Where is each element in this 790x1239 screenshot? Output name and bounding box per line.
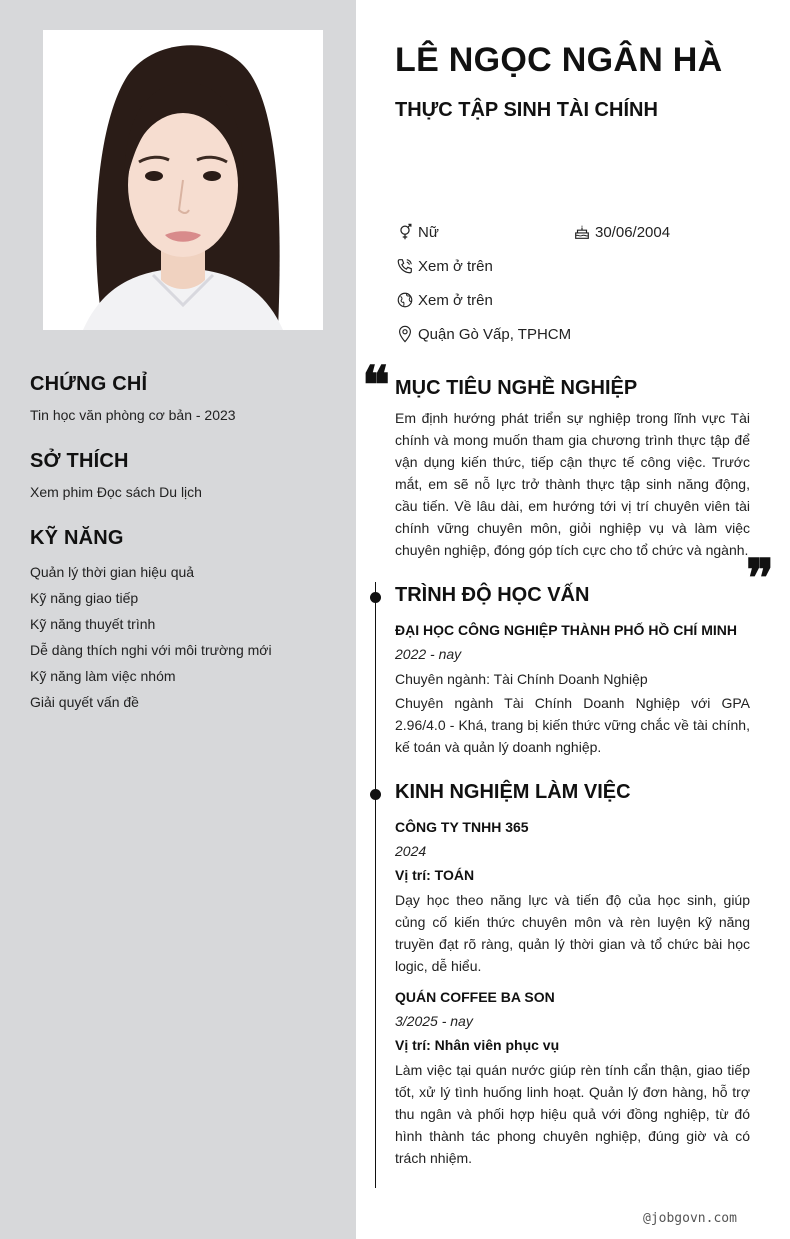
school-name: ĐẠI HỌC CÔNG NGHIỆP THÀNH PHỐ HỒ CHÍ MINH [395, 622, 737, 638]
candidate-name: LÊ NGỌC NGÂN HÀ [395, 41, 723, 79]
profile-photo [43, 30, 323, 330]
timeline-dot [370, 592, 381, 603]
cake-icon [572, 222, 592, 242]
education-major: Chuyên ngành: Tài Chính Doanh Nghiệp [395, 671, 648, 687]
sidebar [0, 0, 356, 1239]
footer-watermark: @jobgovn.com [643, 1211, 737, 1226]
hobbies-heading: SỞ THÍCH [30, 450, 129, 472]
job-period: 2024 [395, 843, 427, 859]
phone-value: Xem ở trên [418, 257, 493, 275]
education-period: 2022 - nay [395, 646, 462, 662]
job-description: Làm việc tại quán nước giúp rèn tính cẩn thận, giao tiếp tốt, xử lý tình huống linh hoạt. Quản lý đơn hàng, hỗ trợ thu ngân và phối hợp hiệu quả với đồng nghiệp, từ đó hình thành tác phong chuyên nghiệp, đúng giờ và có trách nhiệm. [395, 1062, 750, 1166]
skill-item: Kỹ năng thuyết trình [30, 616, 156, 632]
location-pin-icon [395, 324, 415, 344]
hobbies-text: Xem phim Đọc sách Du lịch [30, 484, 202, 500]
birthdate-info [572, 222, 670, 242]
website-info [395, 290, 493, 310]
job-position: Vị trí: Nhân viên phục vụ [395, 1037, 560, 1053]
address-info [395, 324, 571, 344]
education-heading: TRÌNH ĐỘ HỌC VẤN [395, 584, 590, 606]
skills-heading: KỸ NĂNG [30, 527, 124, 549]
website-value: Xem ở trên [418, 291, 493, 309]
job-title: THỰC TẬP SINH TÀI CHÍNH [395, 99, 658, 121]
timeline-dot [370, 789, 381, 800]
globe-icon [395, 290, 415, 310]
job-description: Dạy học theo năng lực và tiến độ của học sinh, giúp củng cố kiến thức chuyên môn và rèn luyện kỹ năng truyền đạt rõ ràng, quản lý thời gian và tổ chức bài học logic, dễ hiểu. [395, 892, 750, 974]
birthdate-value: 30/06/2004 [595, 223, 671, 241]
company-name: QUÁN COFFEE BA SON [395, 989, 555, 1005]
phone-icon [395, 256, 415, 276]
objective-text: Em định hướng phát triển sự nghiệp trong lĩnh vực Tài chính và mong muốn tham gia chương trình thực tập để vận dụng kiến thức, tiếp cận thực tế công việc. Trước mắt, em sẽ nỗ lực trở thành thực tập sinh năng động, cầu tiến. Về lâu dài, em hướng tới vị trí chuyên viên tài chính vững chuyên môn, giỏi nghiệp vụ và làm việc chuyên nghiệp, đóng góp tích cực cho tổ chức và ngành. [395, 410, 750, 558]
address-value: Quận Gò Vấp, TPHCM [418, 325, 572, 343]
skill-item: Dễ dàng thích nghi với môi trường mới [30, 642, 272, 658]
certificates-heading: CHỨNG CHỈ [30, 373, 148, 395]
skill-item: Kỹ năng làm việc nhóm [30, 668, 176, 684]
timeline-line [375, 582, 376, 1188]
skill-item: Giải quyết vấn đề [30, 694, 139, 710]
job-period: 3/2025 - nay [395, 1013, 473, 1029]
skill-item: Quản lý thời gian hiệu quả [30, 564, 195, 580]
phone-info [395, 256, 493, 276]
gender-value: Nữ [418, 223, 439, 241]
company-name: CÔNG TY TNHH 365 [395, 819, 529, 835]
education-description: Chuyên ngành Tài Chính Doanh Nghiệp với GPA 2.96/4.0 - Khá, trang bị kiến thức vững chắc về tài chính, kế toán và quản lý doanh nghiệp. [395, 695, 750, 755]
experience-heading: KINH NGHIỆM LÀM VIỆC [395, 781, 631, 803]
job-position: Vị trí: TOÁN [395, 867, 475, 883]
skills-list [30, 563, 272, 719]
gender-info [395, 222, 439, 242]
certificate-item: Tin học văn phòng cơ bản - 2023 [30, 407, 236, 423]
close-quote-icon: ❞ [746, 548, 774, 609]
open-quote-icon: ❝ [362, 355, 390, 416]
gender-icon [395, 222, 415, 242]
objective-heading: MỤC TIÊU NGHỀ NGHIỆP [395, 377, 638, 399]
skill-item: Kỹ năng giao tiếp [30, 590, 139, 606]
